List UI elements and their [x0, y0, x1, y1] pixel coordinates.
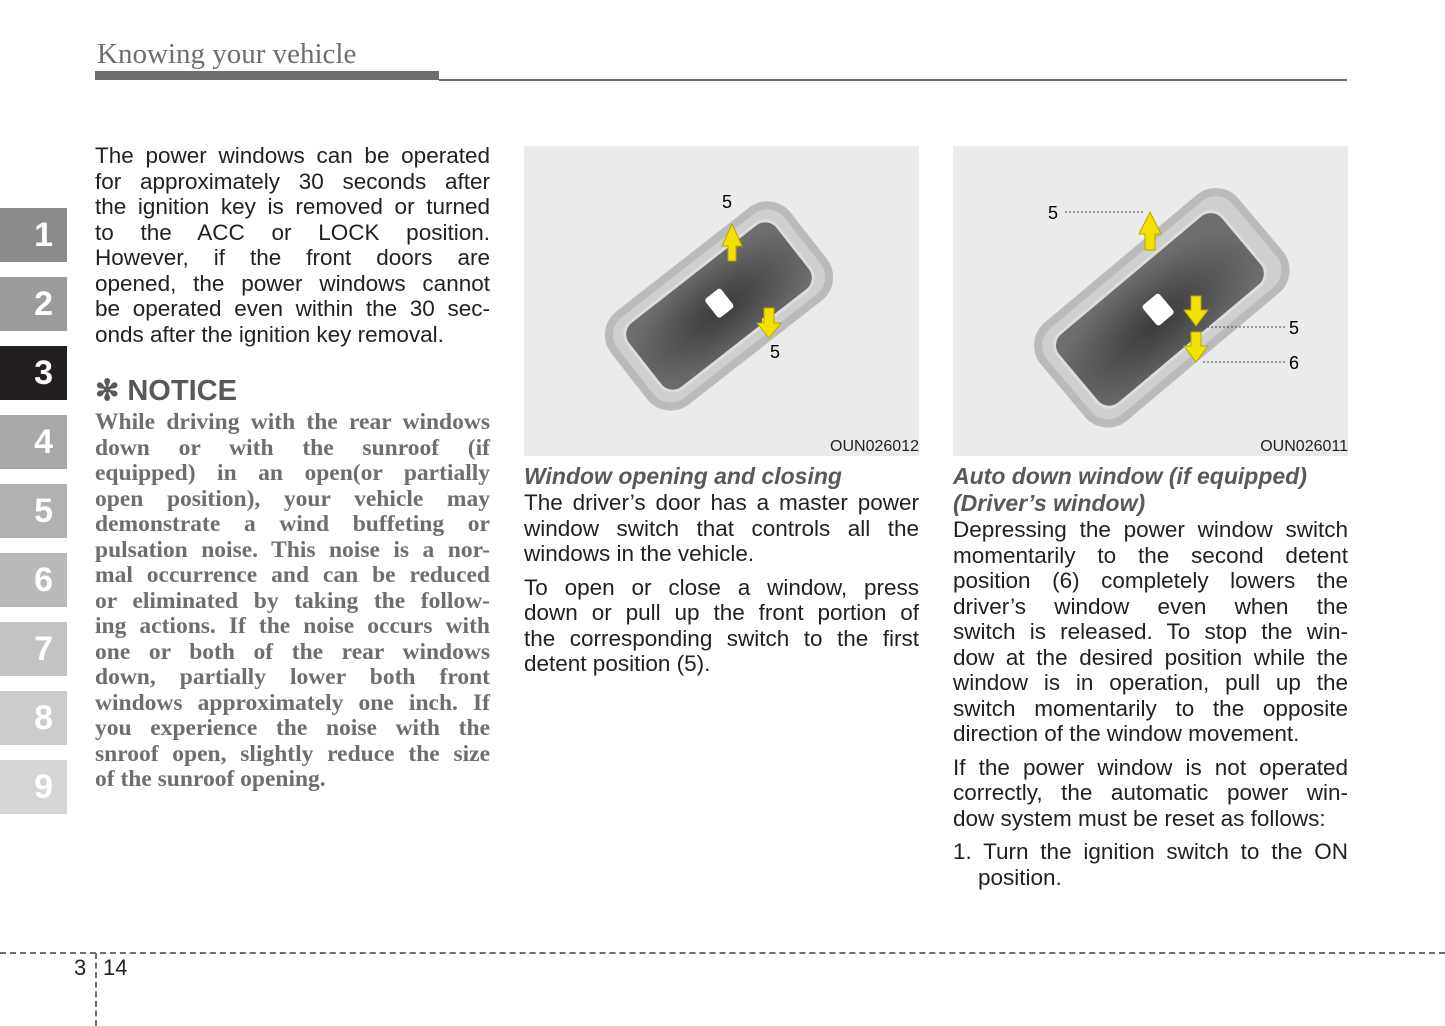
paragraph — [524, 575, 919, 677]
text-line: Depressing the power window switch — [953, 517, 1348, 542]
text-line: To open or close a window, press — [524, 574, 919, 600]
chapter-tab-2[interactable]: 2 — [0, 277, 67, 331]
auto-down-switch-illustration — [953, 146, 1348, 456]
text-line: 1. Turn the ignition switch to the ON — [953, 839, 1348, 864]
column-1 — [95, 143, 490, 793]
column-3 — [953, 463, 1348, 890]
text-line: position. — [978, 864, 1062, 890]
text-line: Auto down window (if equipped) — [953, 463, 1307, 489]
figure-label: 5 — [722, 192, 733, 212]
footer-rule — [0, 952, 1445, 954]
figure-code: OUN026012 — [830, 438, 919, 455]
text-line: (Driver’s window) — [953, 490, 1146, 516]
step-1 — [953, 839, 1348, 890]
text-line: the ignition key is removed or turned — [95, 194, 490, 219]
text-line: of the sunroof opening. — [95, 766, 326, 792]
text-line: windows approximately one inch. If — [95, 689, 490, 716]
text-line: windows in the vehicle. — [524, 541, 755, 566]
text-line: dow at the desired position while the — [953, 644, 1348, 670]
chapter-tab-8[interactable]: 8 — [0, 691, 67, 745]
text-line: window switch that controls all the — [524, 515, 919, 541]
figure-label: 6 — [1289, 353, 1300, 373]
paragraph — [953, 517, 1348, 747]
text-line: The driver’s door has a master power — [524, 490, 919, 515]
text-line: or eliminated by taking the follow- — [95, 587, 490, 614]
text-line: Window opening and closing — [524, 463, 842, 489]
text-line: the corresponding switch to the first — [524, 625, 919, 651]
column-2 — [524, 463, 919, 677]
figure-auto-down-switch — [953, 146, 1348, 456]
intro-paragraph — [95, 143, 490, 347]
text-line: equipped) in an open(or partially — [95, 460, 490, 486]
text-line: down or pull up the front portion of — [524, 600, 919, 625]
text-line: ing actions. If the noise occurs with — [95, 613, 490, 639]
text-line: correctly, the automatic power win- — [953, 780, 1348, 805]
text-line: window is in operation, pull up the — [953, 670, 1348, 695]
text-line: The power windows can be operated — [95, 143, 490, 168]
section-heading — [953, 463, 1348, 517]
figure-label: 5 — [1289, 318, 1300, 338]
text-line: pulsation noise. This noise is a nor- — [95, 536, 490, 563]
text-line: one or both of the rear windows — [95, 638, 490, 665]
text-line: to the ACC or LOCK position. — [95, 219, 490, 245]
text-line: demonstrate a wind buffeting or — [95, 511, 490, 537]
header-rule — [439, 79, 1347, 81]
notice-heading: ✻ NOTICE — [95, 375, 237, 407]
footer-divider — [95, 953, 97, 1026]
text-line: driver’s window even when the — [953, 593, 1348, 619]
chapter-tab-7[interactable]: 7 — [0, 622, 67, 676]
section-heading — [524, 463, 919, 490]
text-line: direction of the window movement. — [953, 721, 1300, 746]
text-line: be operated even within the 30 sec- — [95, 296, 490, 321]
text-line: position (6) completely lowers the — [953, 568, 1348, 593]
figure-label: 5 — [770, 342, 781, 362]
chapter-tab-3[interactable]: 3 — [0, 346, 67, 400]
text-line: However, if the front doors are — [95, 245, 490, 270]
chapter-number: 3 — [74, 955, 87, 980]
chapter-tab-1[interactable]: 1 — [0, 208, 67, 262]
text-line: you experience the noise with the — [95, 715, 490, 741]
text-line: snroof open, slightly reduce the size — [95, 740, 490, 767]
chapter-tab-5[interactable]: 5 — [0, 484, 67, 538]
text-line: momentarily to the second detent — [953, 542, 1348, 568]
text-line: mal occurrence and can be reduced — [95, 562, 490, 588]
paragraph — [953, 755, 1348, 832]
text-line: detent position (5). — [524, 651, 711, 676]
chapter-tab-6[interactable]: 6 — [0, 553, 67, 607]
notice-paragraph — [95, 410, 490, 793]
text-line: While driving with the rear windows — [95, 409, 490, 435]
figure-label: 5 — [1048, 203, 1059, 223]
text-line: switch momentarily to the opposite — [953, 695, 1348, 721]
text-line: onds after the ignition key removal. — [95, 321, 444, 347]
text-line: opened, the power windows cannot — [95, 270, 490, 296]
chapter-tab-4[interactable]: 4 — [0, 415, 67, 469]
text-line: for approximately 30 seconds after — [95, 168, 490, 194]
text-line: down or with the sunroof (if — [95, 434, 490, 461]
text-line: switch is released. To stop the win- — [953, 619, 1348, 644]
paragraph — [524, 490, 919, 567]
chapter-tab-9[interactable]: 9 — [0, 760, 67, 814]
text-line: dow system must be reset as follows: — [953, 805, 1326, 831]
text-line: If the power window is not operated — [953, 754, 1348, 780]
figure-window-switch — [524, 146, 919, 456]
text-line: open position), your vehicle may — [95, 485, 490, 512]
window-switch-illustration — [524, 146, 919, 456]
header-bar — [95, 71, 439, 80]
text-line: down, partially lower both front — [95, 664, 490, 690]
running-header: Knowing your vehicle — [97, 38, 357, 70]
figure-code: OUN026011 — [1260, 438, 1348, 455]
page-number: 14 — [103, 955, 128, 980]
